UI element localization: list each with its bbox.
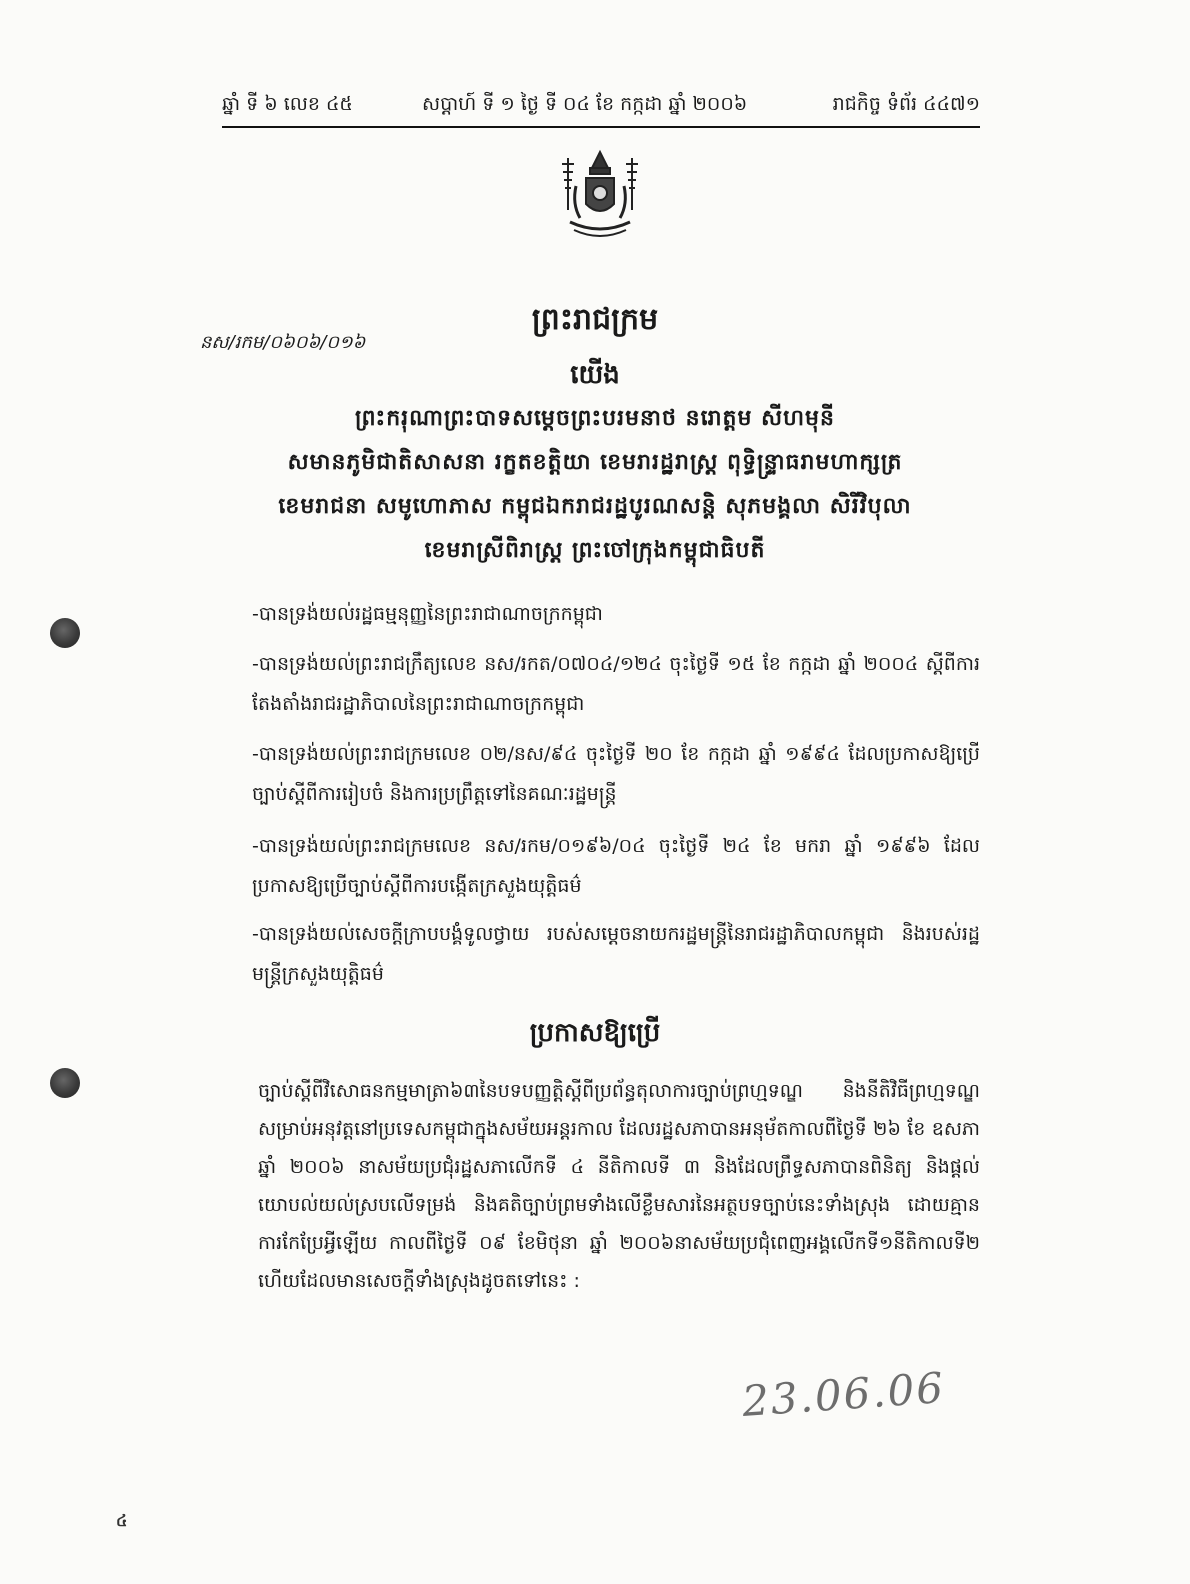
royal-title-line: ខេមរាស្រីពិរាស្ត្រ ព្រះចៅក្រុងកម្ពុជាធិបតី — [424, 538, 766, 563]
corner-mark: ៤ — [116, 1511, 128, 1530]
consideration-item: -បានទ្រង់យល់ព្រះរាជក្រឹត្យលេខ នស/រកត/០៧០៤/១២៤ ចុះថ្ងៃទី ១៥ ខែ កក្កដា ឆ្នាំ ២០០៤ ស្តីពីការតែងតាំងរាជរដ្ឋាភិបាលនៃព្រះរាជាណាចក្រកម្ពុជា — [252, 653, 980, 715]
header-date: សប្តាហ៍ ទី ១ ថ្ងៃ ទី ០៤ ខែ កក្កដា ឆ្នាំ ២០០៦ — [422, 93, 748, 115]
consideration-item: -បានទ្រង់យល់រដ្ឋធម្មនុញ្ញនៃព្រះរាជាណាចក្រកម្ពុជា — [252, 603, 603, 625]
document-title: ព្រះរាជក្រម — [531, 302, 659, 337]
promulgate-heading: ប្រកាសឱ្យប្រើ — [529, 1018, 661, 1048]
gazette-header — [222, 92, 980, 128]
punch-hole — [50, 1068, 80, 1098]
consideration-item: -បានទ្រង់យល់ព្រះរាជក្រមលេខ នស/រកម/០១៩៦/០៤ ចុះថ្ងៃទី ២៤ ខែ មករា ឆ្នាំ ១៩៩៦ ដែលប្រកាសឱ្យប្រើច្បាប់ស្តីពីការបង្កើតក្រសួងយុត្តិធម៌ — [252, 835, 980, 897]
we-heading: យើង — [570, 360, 620, 390]
royal-coat-of-arms-icon — [550, 146, 650, 246]
punch-hole — [50, 618, 80, 648]
royal-title-line: ព្រះករុណាព្រះបាទសម្តេចព្រះបរមនាថ នរោត្តម សីហមុនី — [355, 406, 835, 431]
consideration-item: -បានទ្រង់យល់សេចក្តីក្រាបបង្គំទូលថ្វាយ របស់សម្តេចនាយករដ្ឋមន្ត្រីនៃរាជរដ្ឋាភិបាលកម្ពុជា និងរបស់រដ្ឋមន្ត្រីក្រសួងយុត្តិធម៌ — [252, 923, 980, 985]
royal-title-line: ខេមរាជនា សមូហោភាស កម្ពុជឯករាជរដ្ឋបូរណសន្តិ សុភមង្គលា សិរីវិបុលា — [278, 494, 912, 519]
handwritten-date: 23.06.06 — [740, 1362, 947, 1427]
body-paragraph: ច្បាប់ស្តីពីវិសោធនកម្មមាត្រា៦៣នៃបទបញ្ញត្តិស្តីពីប្រព័ន្ធតុលាការច្បាប់ព្រហ្មទណ្ឌ និងនីតិវិធីព្រហ្មទណ្ឌ សម្រាប់អនុវត្តនៅប្រទេសកម្ពុជាក្នុងសម័យអន្តរកាល ដែលរដ្ឋសភាបានអនុម័តកាលពីថ្ងៃទី ២៦ ខែ ឧសភា ឆ្នាំ ២០០៦ នាសម័យប្រជុំរដ្ឋសភាលើកទី ៤ នីតិកាលទី ៣ និងដែលព្រឹទ្ធសភាបានពិនិត្យ និងផ្តល់យោបល់យល់ស្របលើទម្រង់ និងគតិច្បាប់ព្រមទាំងលើខ្លឹមសារនៃអត្ថបទច្បាប់នេះទាំងស្រុង ដោយគ្មានការកែប្រែអ្វីឡើយ កាលពីថ្ងៃទី ០៩ ខែមិថុនា ឆ្នាំ ២០០៦នាសម័យប្រជុំពេញអង្គលើកទី១នីតិកាលទី២ ហើយដែលមានសេចក្តីទាំងស្រុងដូចតទៅនេះ : — [258, 1080, 980, 1292]
header-rule — [222, 126, 980, 128]
royal-title-line: សមានភូមិជាតិសាសនា រក្ខតខត្តិយា ខេមរារដ្ឋរាស្ត្រ ពុទ្ធិន្ទ្រាធរាមហាក្សត្រ — [287, 450, 903, 475]
header-page: រាជកិច្ច ទំព័រ ៤៤៧១ — [832, 93, 980, 115]
consideration-item: -បានទ្រង់យល់ព្រះរាជក្រមលេខ ០២/នស/៩៤ ចុះថ្ងៃទី ២០ ខែ កក្កដា ឆ្នាំ ១៩៩៤ ដែលប្រកាសឱ្យប្រើច្បាប់ស្តីពីការរៀបចំ និងការប្រព្រឹត្តទៅនៃគណៈរដ្ឋមន្ត្រី — [252, 743, 980, 805]
header-issue: ឆ្នាំ ទី ៦ លេខ ៤៥ — [222, 93, 353, 115]
document-reference: នស/រកម/០៦០៦/០១៦ — [200, 332, 366, 353]
